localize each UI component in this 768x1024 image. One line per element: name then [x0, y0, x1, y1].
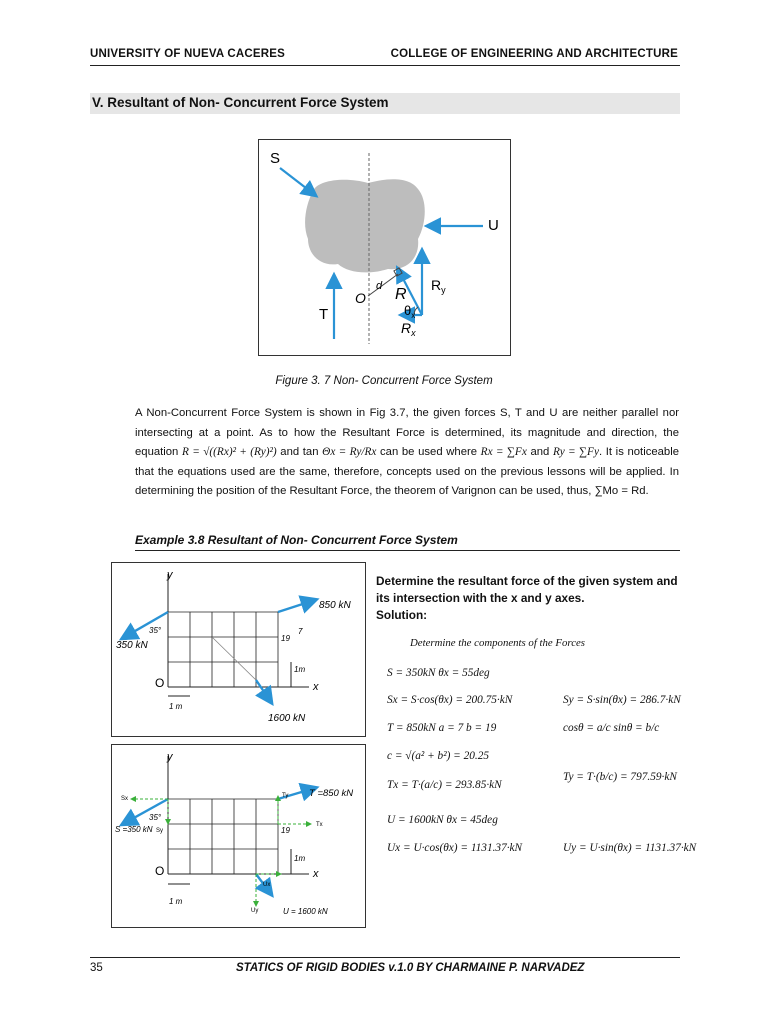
rigid-body-blob: [305, 179, 425, 272]
example-diagram-2: [111, 744, 366, 928]
d2-35: 35°: [149, 813, 162, 822]
eq-Uy: Uy = U·sin(θx) = 1131.37·kN: [563, 842, 697, 854]
label-R: R: [395, 286, 407, 303]
d1-350: 350 kN: [116, 640, 148, 651]
d2-T: T =850 kN: [309, 788, 354, 799]
eq-Tx: Tx = T·(a/c) = 293.85·kN: [387, 779, 502, 791]
label-theta: $\theta_x$: [404, 303, 416, 320]
header-rule: [90, 65, 680, 66]
d2-Tx: Tx: [316, 822, 323, 828]
d2-Ux: Ux: [263, 882, 271, 888]
eq-Sx: Sx = S·cos(θx) = 200.75·kN: [387, 694, 513, 706]
d1-7: 7: [298, 627, 303, 636]
eq-Sy: Sy = S·sin(θx) = 286.7·kN: [563, 694, 681, 706]
d1-1600: 1600 kN: [268, 713, 306, 724]
solution-label: Solution:: [376, 608, 428, 622]
d2-S: S =350 kN: [115, 825, 153, 834]
label-d: d: [376, 280, 383, 292]
d1-35: 35°: [149, 626, 162, 635]
eq-heading: Determine the components of the Forces: [410, 637, 586, 649]
figure-caption: Figure 3. 7 Non- Concurrent Force System: [275, 375, 493, 387]
d2-Uy: Uy: [251, 908, 259, 914]
eq-Ux: Ux = U·cos(θx) = 1131.37·kN: [387, 842, 523, 854]
d1-19: 19: [281, 634, 290, 643]
page-number: 35: [90, 962, 103, 974]
eq-tan: Θx = Ry/Rx: [322, 446, 377, 459]
label-S: S: [270, 150, 281, 167]
d2-1m-b: 1 m: [169, 897, 183, 906]
d1-O: O: [155, 676, 165, 690]
eq-T: T = 850kN a = 7 b = 19: [387, 722, 497, 734]
d1-y: y: [167, 569, 173, 581]
figure-non-concurrent: [258, 139, 511, 356]
body-paragraph: A Non-Concurrent Force System is shown in Fig 3.7, the given forces S, T and U are neither parallel nor intersecting at a point. As to how the Resultant Force is determined, its magnitude and direction, the equation R = √((Rx)² + (Ry)²) and tan Θx = Ry/Rx can be used where Rx = ∑Fx and Ry = ∑Fy. It is noticeable that the equations used are the same, therefore, concepts used on the previous lessons will be applied. In determining the position of the Resultant Force, the theorem of Varignon can be used, thus, ∑Mo = Rd.: [135, 407, 679, 498]
label-Ry: $R_y$: [431, 277, 446, 295]
example-title: Example 3.8 Resultant of Non- Concurrent Force System: [135, 533, 458, 547]
prompt-text: Determine the resultant force of the given system and its intersection with the x and y axes.: [376, 574, 678, 605]
d1-850: 850 kN: [319, 600, 351, 611]
d1-x: x: [313, 681, 319, 693]
d2-Sy: Sy: [156, 828, 164, 834]
eq-resultant: R = √((Rx)² + (Ry)²): [182, 446, 277, 459]
d2-O: O: [155, 864, 165, 878]
diagram2-frame: [112, 745, 366, 928]
d1-1m: 1m: [294, 665, 306, 674]
eq-rx: Rx = ∑Fx: [480, 446, 527, 459]
eq-S: S = 350kN θx = 55deg: [387, 667, 490, 679]
label-O: O: [355, 290, 366, 306]
d2-19: 19: [281, 826, 290, 835]
header-left: UNIVERSITY OF NUEVA CACERES: [90, 48, 285, 60]
example-diagram-1: [111, 562, 366, 737]
header-right: COLLEGE OF ENGINEERING AND ARCHITECTURE: [390, 48, 678, 60]
label-Rx: $R_x$: [401, 320, 416, 338]
eq-c: c = √(a² + b²) = 20.25: [387, 750, 490, 762]
footer-title: STATICS OF RIGID BODIES v.1.0 BY CHARMAINE P. NARVADEZ: [236, 962, 585, 974]
eq-ry: Ry = ∑Fy: [553, 446, 599, 459]
section-title: V. Resultant of Non- Concurrent Force System: [92, 95, 389, 110]
d2-x: x: [313, 868, 319, 880]
d2-U: U = 1600 kN: [283, 907, 328, 916]
d2-Sx: Sx: [121, 796, 129, 802]
example-prompt: [376, 573, 686, 624]
example-rule: [135, 550, 680, 551]
d2-y: y: [167, 751, 173, 763]
label-T: T: [319, 306, 329, 323]
label-U: U: [488, 217, 499, 234]
eq-cos-sin: cosθ = a/c sinθ = b/c: [563, 722, 660, 734]
eq-Ty: Ty = T·(b/c) = 797.59·kN: [563, 771, 677, 783]
d1-1m-b: 1 m: [169, 702, 183, 711]
d2-Ty: Ty: [282, 793, 289, 799]
diagram1-frame: [112, 563, 366, 737]
d2-1m: 1m: [294, 854, 306, 863]
eq-U: U = 1600kN θx = 45deg: [387, 814, 498, 826]
footer-rule: [90, 957, 680, 958]
